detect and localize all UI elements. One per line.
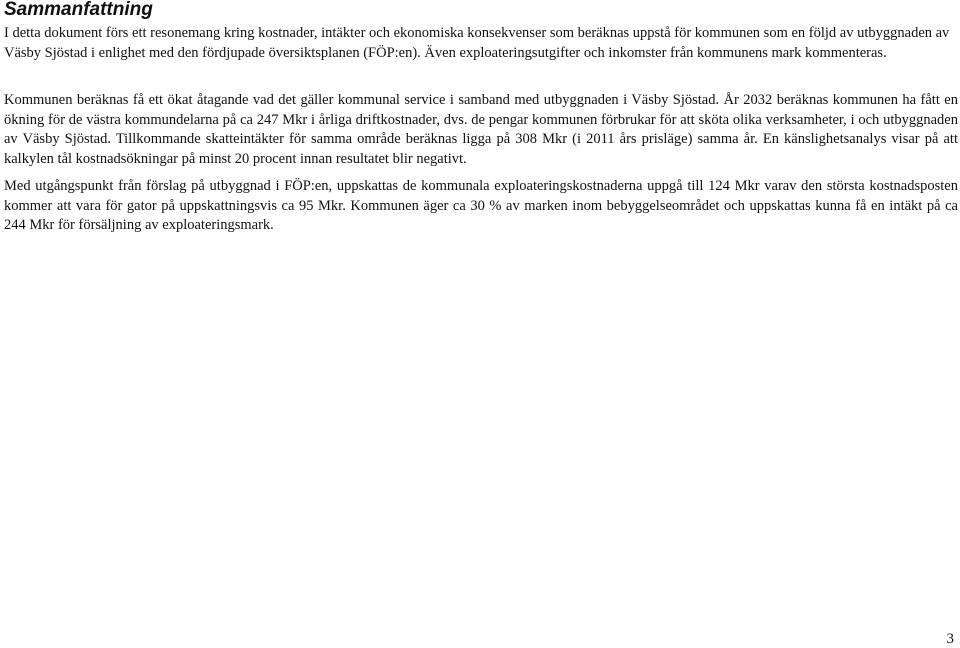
- paragraph-service-costs: Kommunen beräknas få ett ökat åtagande vad det gäller kommunal service i samband med utbyggnaden i Väsby Sjöstad. År 2032 beräknas kommunen ha fått en ökning för de västra kommundelarna på ca 247 Mkr i årliga driftkostnader, dvs. de pengar kommunen förbrukar för att sköta olika verksamheter, i och utbyggnaden av Väsby Sjöstad. Tillkommande skatteintäkter för samma område beräknas ligga på 308 Mkr (i 2011 års prisläge) samma år. En känslighetsanalys visar på att kalkylen tål kostnadsökningar på minst 20 procent innan resultatet blir negativt.: [4, 92, 958, 167]
- page-number: 3: [946, 631, 954, 647]
- section-heading: Sammanfattning: [4, 0, 153, 20]
- paragraph-introduction: I detta dokument förs ett resonemang kring kostnader, intäkter och ekonomiska konsekvenser som beräknas uppstå för kommunen som en följd av utbyggnaden av Väsby Sjöstad i enlighet med den fördjupade översiktsplanen (FÖP:en). Även exploateringsutgifter och inkomster från kommunens mark kommenteras.: [4, 25, 950, 61]
- paragraph-exploitation-costs: Med utgångspunkt från förslag på utbyggnad i FÖP:en, uppskattas de kommunala exploateringskostnaderna uppgå till 124 Mkr varav den största kostnadsposten kommer att vara för gator på uppskattningsvis ca 95 Mkr. Kommunen äger ca 30 % av marken inom bebyggelseområdet och uppskattas kunna få en intäkt på ca 244 Mkr för försäljning av exploateringsmark.: [4, 178, 958, 233]
